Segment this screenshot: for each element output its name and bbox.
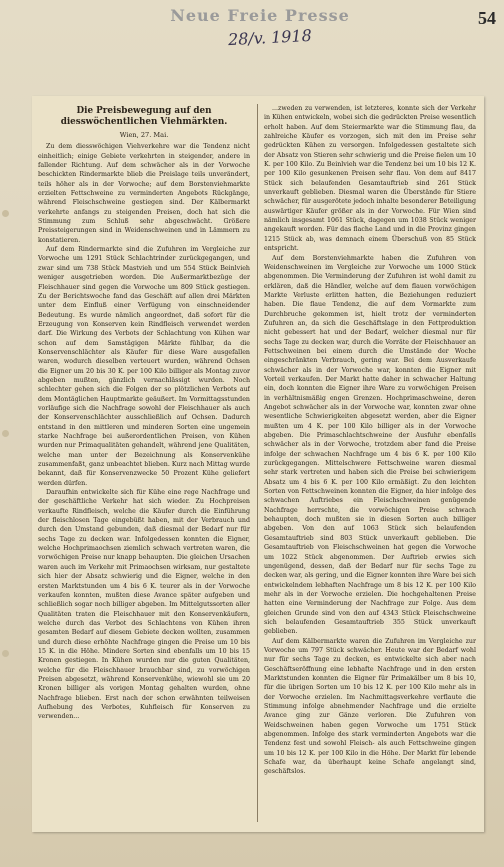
- article-column-left: [38, 104, 250, 826]
- newspaper-clipping: [32, 96, 484, 832]
- newspaper-masthead: Neue Freie Presse: [170, 6, 350, 25]
- article-paragraph: ...zweden zu verwenden, ist letzteres, konnte sich der Verkehr in Kühen entwickeln, wobei sich die gedrückten Preise wesentlich erholt haben. Auf dem Steiermarkte war die Stimmung flau, da zahlreiche Käufer es vorzogen, sich mit den im Preise sehr gedrückten Kühen zu versorgen. Infolgedessen gestaltete sich der Absatz von Stieren sehr schwierig und die Preise fielen um 10 K. per 100 Kilo. Zu Beinlvieh war die Tendenz bei um 10 bis 12 K. per 100 Kilo gesunkenen Preisen sehr flau. Von dem auf 8417 Stück sich belaufenden Gesamtauftrieb sind 261 Stück unverkauft geblieben. Diesmal waren die Überstände für Stiere schwächer, für ausgerötete jedoch inhalte besonderer Beteiligung auswärtiger Käufer größer als in der Vorwoche. Für Wien sind nämlich insgesamt 1061 Stück, dagegen um 1038 Stück weniger angekauft worden. Für das flache Land und in die Provinz gingen 1215 Stück ab, was demnach einem Überschuß von 85 Stück entspricht.: [264, 105, 476, 253]
- article-paragraph: Auf dem Borstenviehmarkte haben die Zufuhren von Weidenschweinen im Vergleiche zur Vorwoche um 1000 Stück abgenommen. Die Verminderung der Zufuhren ist wohl damit zu erklären, daß die Händler, welche auf dem flauen vorwöchigen Markte Verluste erlitten hatten, die Beziehungen reduziert haben. Die flaue Tendenz, die auf dem Vormarkte zum Durchbruche gekommen ist, hielt trotz der verminderten Zufuhren an, da sich die Geschäftslage in den Fettproduktion nicht gebessert hat und der Bedarf, welcher diesmal nur für sechs Tage zu decken war, durch die Vorräte der Fleischhauer an Fettschweinen bei einem durch die Umstände der Woche eingeschränkten Verbrauch, gering war. Bei dem Ausverkaufe schwächer als in der Vorwoche war, konnten die Eigner mit Vorteil verkaufen. Der Markt hatte daher in schwacher Haltung ein, doch konnten die Eigner ihre Ware zu vorwöchigen Preisen in verhältnismäßig engen Grenzen. Hochprimaschweine, deren Angebot schwächer als in der Vorwoche war, konnten zwar ohne wesentliche Schwierigkeiten abgesetzt werden, aber die Eigner mußten um 4 K. per 100 Kilo billiger als in der Vorwoche abgeben. Die Primaschlachtschweine der Ausfuhr ebenfalls schwächer als in der Vorwoche, trotzdem aber fand die Preise infolge der schwachen Nachfrage um 4 bis 6 K. per 100 Kilo zurückgegangen. Mittelschwere Fettschweine waren diesmal sehr stark vertreten und haben sich die Preise bei schwierigem Absatz um 4 bis 6 K. per 100 Kilo ermäßigt. Zu den leichten Sorten von Fettschweinen konnten die Eigner, da hier infolge des schwachen Auftriebes ein Fleischschweinen genügende Nachfrage herrschte, die vorwöchigen Preise schwach behaupten, doch mußten sie in diesen Sorten auch billiger abgeben. Von den auf 1063 Stück sich belaufenden Gesamtauftrieb sind 803 Stück unverkauft geblieben. Die Gesamtauftrieb von Fleischschweinen hat gegen die Vorwoche um 1022 Stück abgenommen. Der Auftrieb erwies sich ungenügend, dessen, daß der Bedarf nur für sechs Tage zu decken war, als gering, und die Eigner konnten ihre Ware bei sich entwickelndem lebhaften Nachfrage um 8 bis 12 K. per 100 Kilo mehr als in der Vorwoche erzielen. Die hochgehaltenen Preise hatten eine Verminderung der Nachfrage zur Folge. Aus dem gleichen Grunde sind von den auf 4343 Stück Fleischschweine sich belaufenden Gesamtauftrieb 355 Stück unverkauft geblieben.: [264, 254, 476, 636]
- binding-hole: [2, 210, 9, 217]
- article-paragraph: Auf dem Rindermarkte sind die Zufuhren im Vergleiche zur Vorwoche um 1291 Stück Schlachtrinder zurückgegangen, und zwar sind um 738 Stück Mastvieh und um 554 Stück Beinlvieh weniger ausgetrieben worden. Die Außermarktbezüge der Fleischhauer sind gegen die Vorwoche um 809 Stück gestiegen. Zu der Berichtswoche fand das Geschäft auf allen drei Märkten unter dem Einfluß einer Verfügung von einschneidender Bedeutung. Es wurde nämlich angeordnet, daß sofort für die Erzeugung von Konserven kein Rindfleisch verwendet werden darf. Die Wirkung des Verbots der Schlachtung von Kühen war schon auf dem Samstägigen Märkte fühlbar, da die Konservenschlächter als Käufer für diese Ware ausgefallen waren, wodurch dieselben verteuert wurden, während Ochsen die Eigner um 20 bis 30 K. per 100 Kilo billiger als Montag zuvor abgeben mußten, gänzlich vernachlässigt wurden. Noch schlechter gehen sich die Folgen der so plötzlichen Verbots auf dem Montäglichen Hauptmarkte geäußert. Im Vormittagsstunden vorläufige sich die Nachfrage sowohl der Fleischhauer als auch der Konservenschlächter ausschließlich auf Ochsen. Dadurch entstand in den mittleren und minderen Sorten eine ungemein starke Nachfrage bei außerordentlichen Preisen, von Kühen wurden nur Primaqualitäten gehandelt, während jene Qualitäten, welche man unter der Bezeichnung als Konservenkühe zusammenfaßt, ganz unbeachtet blieben. Kurz nach Mittag wurde bekannt, daß für Konservenzwecke 50 Prozent Kühe geliefert werden dürfen.: [38, 246, 250, 487]
- article-column-right: [264, 104, 476, 826]
- binding-hole: [2, 430, 9, 437]
- article-paragraph: Auf dem Kälbermarkte waren die Zufuhren im Vergleiche zur Vorwoche um 797 Stück schwächer. Heute war der Bedarf wohl nur für sechs Tage zu decken, es entwickelte sich aber nach Geschäftseröffnung eine lebhafte Nachfrage und in den ersten Marktstunden konnten die Eigner für Primakälber um 8 bis 10, für die übrigen Sorten um 10 bis 12 K. per 100 Kilo mehr als in der Vorwoche erzielen. Im Nachmittagsverkehre verflaute die Stimmung infolge abnehmender Nachfrage und die erzielte Avance ging zur Gänze verloren. Die Zufuhren von Weidschweinen haben gegen Vorwoche um 1751 Stück abgenommen. Infolge des stark verminderten Angebots war die Tendenz fest und sowohl Fleisch- als auch Fettschweine gingen um 10 bis 12 K. per 100 Kilo in die Höhe. Der Markt für lebende Schafe war, da überhaupt keine Schafe angelangt sind, geschäftslos.: [264, 637, 476, 776]
- page-number: 54: [478, 8, 496, 28]
- article-paragraph: Daraufhin entwickelte sich für Kühe eine rege Nachfrage und der geschäftliche Verkehr hat sich wieder. Zu Hochpreisen verkaufte Rindfleisch, welche die Käufer durch die Einführung der fleischlosen Tage eingebüßt haben, mit der Verbrauch und durch den Umstand gebunden, daß diesmal der Bedarf nur für sechs Tage zu decken war. Infolgedessen konnten die Eigner, welche Hochprimaochsen ziemlich schwach vertreten waren, die vorwöchigen Preise nur knapp behaupten. Die gleichen Ursachen waren auch im Verkehr mit Primaochsen wirksam, nur gestaltete sich hier der Absatz schwierig und die Eigner, welche in den ersten Marktstunden um 4 bis 6 K. teurer als in der Vorwoche verkaufen konnten, mußten diese Avance später aufgeben und schließlich sogar noch billiger abgeben. Im Mittelgutssorten aller Qualitäten traten die Fleischhauer mit den Konservenkäufern, welche durch das Verbot des Schlachtens von Kühen ihren gesamten Bedarf auf diesem Gebiete decken wollten, zusammen und durch diese erhöhte Nachfrage gingen die Preise um 10 bis 15 K. in die Höhe. Mindere Sorten sind ebenfalls um 10 bis 15 Kronen gestiegen. In Kühen wurden nur die guten Qualitäten, welche für die Fleischhauer brauchbar sind, zu vorwöchigen Preisen abgesetzt, während Konservenkühe, wiewohl sie um 20 Kronen billiger als vorigen Montag gehalten wurden, ohne Nachfrage blieben. Erst nach der schon erwähnten teilweisen Aufhebung des Verbotes, Kuhfleisch für Konserven zu verwenden...: [38, 489, 250, 721]
- column-divider: [257, 104, 258, 822]
- article-paragraph: Zu dem diesswöchigen Viehverkehre war die Tendenz nicht einheitlich; einige Gebiete verkehrten in steigender, andere in fallender Richtung. Auf dem schwächer als in der Vorwoche beschickten Rindermarkte blieb die Preislage teils unverändert, teils höher als in der Vorwoche; auf dem Borstenviehmarkte erzielten Fettschweine zu verminderten Angebots Rückgänge, während Fleischschweine gestiegen sind. Der Kälbermarkt verkehrte anfangs zu steigenden Preisen, doch hat sich die Stimmung zum Schluß sehr abgeschwächt. Größere Preissteigerungen sind in Weidenschweinen und in Lämmern zu konstatieren.: [38, 143, 250, 244]
- handwritten-date: 28/v. 1918: [227, 25, 313, 50]
- article-dateline: Wien, 27. Mai.: [119, 131, 169, 139]
- binding-hole: [2, 650, 9, 657]
- article-headline: Die Preisbewegung auf den diesswöchentlichen Viehmärkten.: [60, 106, 228, 127]
